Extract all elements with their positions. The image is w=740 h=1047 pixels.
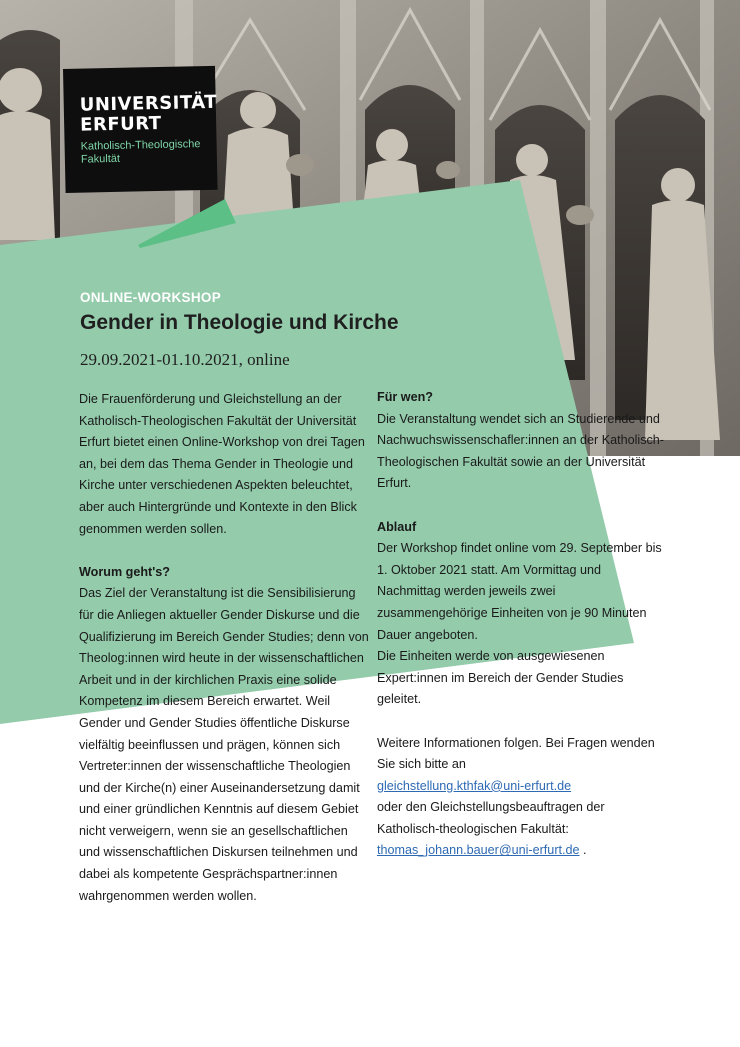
fuer-heading: Für wen? [377,390,433,404]
university-logo [63,66,218,193]
fuer-text: Die Veranstaltung wendet sich an Studierende und Nachwuchswissenschafler:innen an der Katholisch-Theologischen Fakultät sowie an der Universität Erfurt. [377,411,665,491]
ablauf-text-2: Die Einheiten werde von ausgewiesenen Expert:innen im Bereich der Gender Studies geleitet. [377,649,624,707]
worum-heading: Worum geht's? [79,564,170,579]
worum-text: Das Ziel der Veranstaltung ist die Sensibilisierung für die Anliegen aktueller Gender Diskurse und die Qualifizierung im Bereich Gender Studies; denn von Theolog:innen wird heute in der wissenschaftlichen Arbeit und in der kirchlichen Praxis eine solide Kompetenz im diesem Bereich erwartet. Weil Gender und Gender Studies öffentliche Diskurse vielfältig beeinflussen und prägen, können sich Vertreter:innen der wissenschaftliche Theologien und der Kirche(n) einer Auseinandersetzung damit und einer gründlichen Kenntnis auf diesem Gebiet nicht verweigern, wenn sie an gesellschaftlichen und wissenschaftlichen Diskursen teilnehmen und dabei als kompetente Gesprächspartner:innen wahrgenommen werden wollen. [79,586,369,903]
logo-faculty: Katholisch-Theologische Fakultät [80,138,201,166]
or-text: oder den Gleichstellungsbeauftragen der Katholisch-theologischen Fakultät: [377,800,605,836]
info-text: Weitere Informationen folgen. Bei Fragen wenden Sie sich bitte an [377,735,655,772]
left-column [79,389,369,907]
logo-line-university: UNIVERSITÄT [79,91,218,116]
email-link-gleichstellung[interactable]: gleichstellung.kthfak@uni-erfurt.de [377,778,572,793]
right-column [377,387,667,862]
event-date: 29.09.2021-01.10.2021, online [80,350,290,369]
end-period: . [579,843,587,858]
ablauf-text: Der Workshop findet online vom 29. September bis 1. Oktober 2021 statt. Am Vormittag und Nachmittag werden jeweils zwei zusammengehörige Einheiten von je 90 Minuten Dauer angeboten. [377,541,662,642]
intro-text: Die Frauenförderung und Gleichstellung an der Katholisch-Theologischen Fakultät der Universität Erfurt bietet einen Online-Workshop von drei Tagen an, bei dem das Thema Gender in Theologie und Kirche unter verschiedenen Aspekten beleuchtet, aber auch Hintergründe und Kontexte in den Blick genommen werden sollen. [79,392,365,536]
email-link-bauer[interactable]: thomas_johann.bauer@uni-erfurt.de [377,843,580,858]
logo-line-erfurt: ERFURT [79,112,162,136]
ablauf-heading: Ablauf [377,519,417,534]
event-type: ONLINE-WORKSHOP [80,290,221,305]
page-title: Gender in Theologie und Kirche [80,311,399,334]
